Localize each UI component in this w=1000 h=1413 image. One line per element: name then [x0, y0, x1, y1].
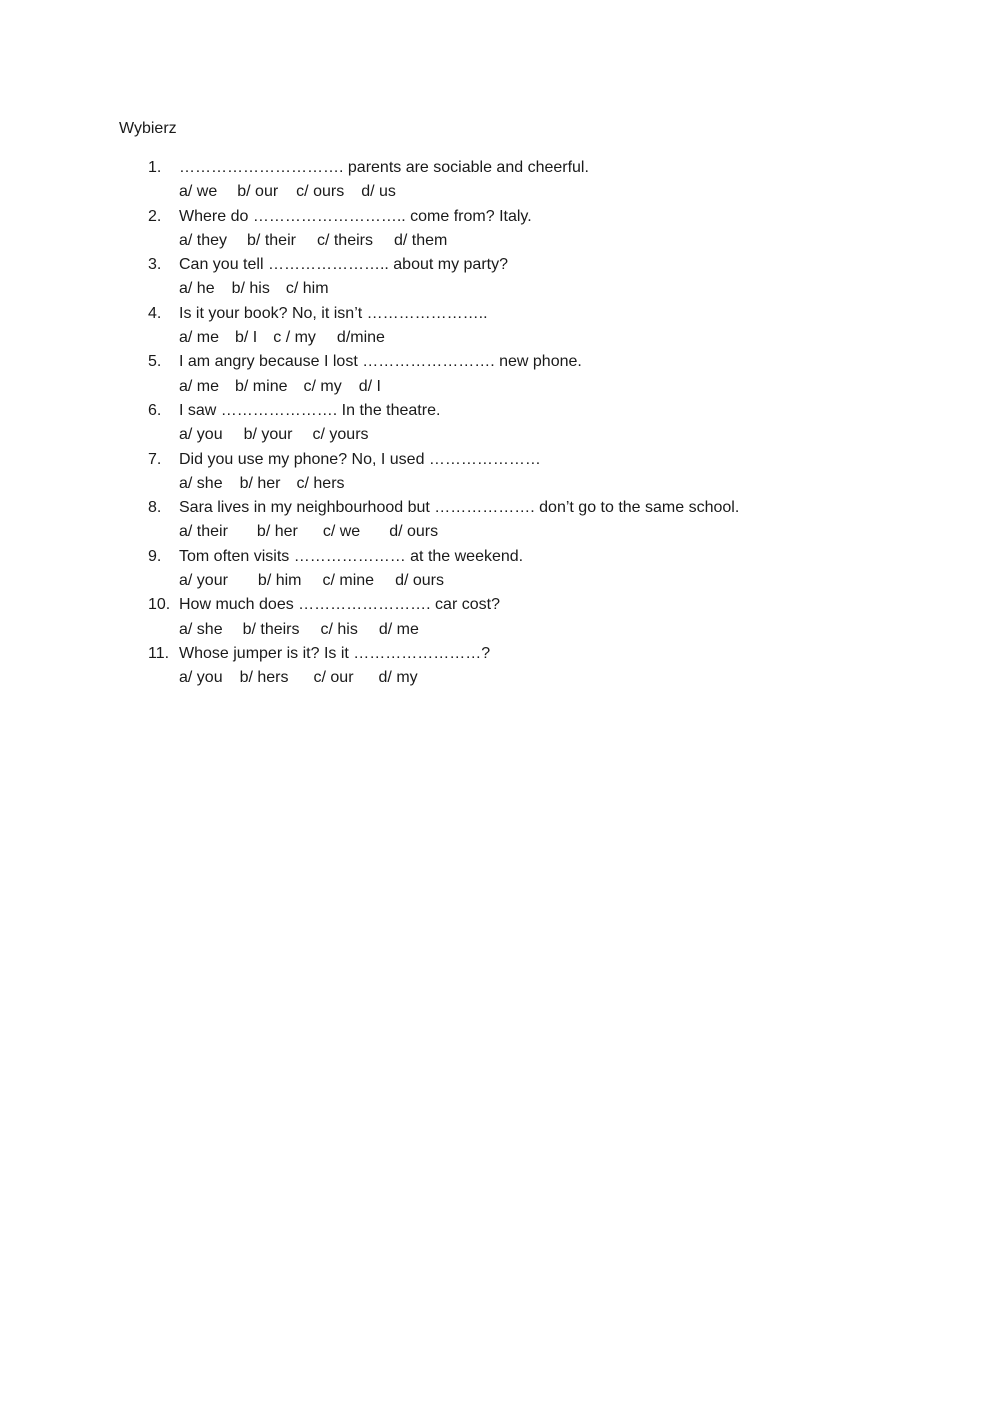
answer-option: a/ they: [179, 231, 228, 249]
question-text: How much does ……………………. car cost?: [179, 596, 500, 614]
question-text: …………………………. parents are sociable and cheerful.: [179, 159, 589, 176]
answer-options: [148, 423, 739, 447]
question-text: Did you use my phone? No, I used …………………: [179, 450, 541, 468]
answer-option: c/ yours: [312, 426, 369, 444]
question-text: Can you tell ………………….. about my party?: [179, 256, 508, 274]
answer-options: [148, 520, 739, 544]
answer-options: [148, 180, 739, 204]
answer-option: b/ him: [257, 572, 302, 590]
answer-option: a/ you: [179, 669, 223, 687]
question-item: [148, 156, 739, 205]
answer-option: d/ I: [358, 377, 381, 395]
answer-option: d/ ours: [389, 523, 439, 541]
question-item: [148, 545, 739, 594]
answer-option: c / my: [273, 329, 316, 347]
answer-option: b/ theirs: [242, 620, 300, 638]
answer-option: a/ you: [179, 426, 223, 444]
answer-option: c/ him: [285, 280, 329, 298]
answer-options: [148, 618, 739, 642]
question-item: [148, 593, 739, 642]
question-number: 9.: [148, 547, 162, 565]
question-item: [148, 399, 739, 448]
question-item: [148, 253, 739, 302]
answer-option: b/ her: [256, 523, 298, 541]
answer-option: b/ his: [231, 280, 270, 298]
answer-option: c/ mine: [322, 572, 375, 590]
answer-option: c/ we: [322, 523, 361, 541]
question-text: I saw …………………. In the theatre.: [179, 401, 441, 419]
question-number: 7.: [148, 450, 162, 468]
question-item: [148, 302, 739, 351]
question-item: [148, 496, 739, 545]
answer-option: a/ he: [179, 280, 215, 298]
answer-options: [148, 277, 739, 301]
answer-options: [148, 229, 739, 253]
question-number: 11.: [148, 644, 170, 662]
question-number: 5.: [148, 353, 162, 371]
answer-option: c/ ours: [296, 183, 345, 201]
question-number: 3.: [148, 256, 162, 274]
answer-option: c/ his: [320, 620, 358, 638]
question-number: 4.: [148, 304, 162, 322]
answer-option: d/ us: [361, 183, 396, 201]
answer-option: a/ your: [179, 572, 228, 590]
question-row: [148, 156, 739, 180]
question-row: [148, 642, 739, 666]
question-item: [148, 205, 739, 254]
question-text: Where do ……………………….. come from? Italy.: [179, 207, 532, 225]
answer-option: b/ mine: [235, 377, 288, 395]
answer-option: c/ theirs: [316, 231, 373, 249]
answer-option: b/ I: [235, 329, 258, 347]
question-row: [148, 448, 739, 472]
answer-options: [148, 375, 739, 399]
answer-option: c/ our: [313, 669, 354, 687]
answer-option: a/ we: [179, 183, 218, 201]
question-row: [148, 350, 739, 374]
question-number: 1.: [148, 159, 162, 176]
answer-option: d/ ours: [395, 572, 444, 590]
answer-option: b/ our: [237, 183, 279, 201]
answer-option: c/ hers: [296, 474, 345, 492]
answer-option: a/ she: [179, 620, 223, 638]
answer-option: a/ me: [179, 329, 220, 347]
answer-option: b/ hers: [239, 669, 289, 687]
answer-option: d/ me: [378, 620, 419, 638]
question-row: [148, 593, 739, 617]
instruction-heading: Wybierz: [119, 120, 177, 137]
answer-option: a/ me: [179, 377, 220, 395]
question-text: Tom often visits ………………… at the weekend.: [179, 547, 524, 565]
question-row: [148, 253, 739, 277]
question-text: Sara lives in my neighbourhood but ………………. don’t go to the same school.: [179, 499, 740, 517]
question-text: Is it your book? No, it isn’t …………………..: [179, 304, 488, 322]
answer-option: c/ my: [303, 377, 342, 395]
question-item: [148, 642, 739, 691]
question-item: [148, 350, 739, 399]
question-row: [148, 399, 739, 423]
question-item: [148, 448, 739, 497]
question-number: 8.: [148, 499, 162, 517]
answer-options: [148, 326, 739, 350]
question-number: 6.: [148, 401, 162, 419]
answer-option: b/ your: [243, 426, 293, 444]
question-number: 10.: [148, 596, 171, 614]
answer-options: [148, 472, 739, 496]
answer-options: [148, 666, 739, 690]
answer-option: d/ them: [393, 231, 448, 249]
question-row: [148, 496, 739, 520]
question-text: I am angry because I lost ……………………. new phone.: [179, 353, 582, 371]
question-row: [148, 545, 739, 569]
question-row: [148, 205, 739, 229]
question-row: [148, 302, 739, 326]
question-text: Whose jumper is it? Is it ……………………?: [179, 644, 491, 662]
answer-option: d/mine: [336, 329, 385, 347]
question-list: [148, 156, 739, 691]
answer-option: d/ my: [378, 669, 418, 687]
answer-options: [148, 569, 739, 593]
answer-option: b/ their: [247, 231, 296, 249]
answer-option: b/ her: [239, 474, 281, 492]
answer-option: a/ their: [179, 523, 228, 541]
answer-option: a/ she: [179, 474, 223, 492]
question-number: 2.: [148, 207, 162, 225]
